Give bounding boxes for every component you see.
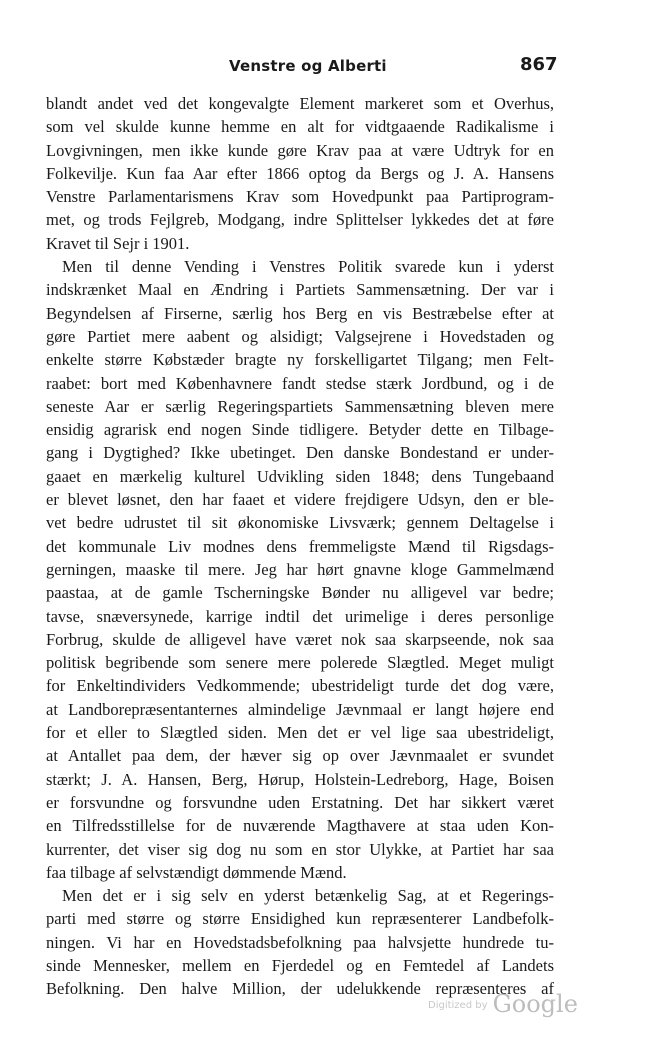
paragraph	[46, 92, 554, 255]
text-line: Men til denne Vending i Venstres Politik svarede kun i yderst	[62, 257, 554, 277]
text-line: Folkevilje. Kun faa Aar efter 1866 optog da Bergs og J. A. Hansens	[46, 163, 554, 183]
text-line: seneste Aar er særlig Regeringspartiets Sammensætning bleven mere	[46, 396, 554, 416]
text-line: det kommunale Liv modnes dens fremmeligste Mænd til Rigsdags-	[46, 536, 554, 556]
text-line: Befolkning. Den halve Million, der udelukkende repræsenteres af	[46, 979, 554, 999]
text-line: paastaa, at de gamle Tscherningske Bønder nu alligevel var bedre;	[46, 583, 554, 603]
text-line: politisk begribende som senere mere polerede Slægtled. Meget muligt	[46, 653, 554, 673]
text-line: ensidig agrarisk end nogen Sinde tidligere. Betyder dette en Tilbage-	[46, 420, 554, 440]
text-line: ningen. Vi har en Hovedstadsbefolkning paa halvsjette hundrede tu-	[46, 932, 554, 952]
text-line: Venstre Parlamentarismens Krav som Hovedpunkt paa Partiprogram-	[46, 187, 554, 207]
text-line: Forbrug, skulde de alligevel have været nok saa skarpseende, nok saa	[46, 629, 554, 649]
text-line: for Enkeltindividers Vedkommende; ubestrideligt turde det dog være,	[46, 676, 554, 696]
text-line: parti med større og større Ensidighed kun repræsenterer Landbefolk-	[46, 909, 554, 929]
page-number: 867	[520, 54, 558, 75]
text-line: Men det er i sig selv en yderst betænkelig Sag, at et Regerings-	[62, 886, 554, 906]
text-line: tavse, snæversynede, karrige indtil det urimelige i deres personlige	[46, 606, 554, 626]
text-line: Lovgivningen, men ikke kunde gøre Krav paa at være Udtryk for en	[46, 140, 554, 160]
text-line: er blevet løsnet, den har faaet et videre frejdigere Udsyn, den er ble-	[46, 490, 554, 510]
text-line: at Landborepræsentanternes almindelige Jævnmaal er langt højere end	[46, 699, 554, 719]
text-line: met, og trods Fejlgreb, Modgang, indre Splittelser lykkedes det at føre	[46, 210, 554, 230]
text-line: enkelte større Købstæder bragte ny forskelligartet Tilgang; men Felt-	[46, 350, 554, 370]
text-line: gøre Partiet mere aabent og alsidigt; Valgsejrene i Hovedstaden og	[46, 326, 554, 346]
digitized-watermark	[428, 990, 578, 1018]
text-line: Kravet til Sejr i 1901.	[46, 233, 190, 253]
text-line: gerningen, maaske til mere. Jeg har hørt gnavne kloge Gammelmænd	[46, 559, 554, 579]
text-line: stærkt; J. A. Hansen, Berg, Hørup, Holstein-Ledreborg, Hage, Boisen	[46, 769, 554, 789]
text-line: er forsvundne og forsvundne uden Erstatning. Det har sikkert været	[46, 792, 554, 812]
text-line: sinde Mennesker, mellem en Fjerdedel og en Femtedel af Landets	[46, 955, 554, 975]
paragraph	[46, 884, 554, 1000]
text-line: raabet: bort med Københavnere fandt stedse stærk Jordbund, og i de	[46, 373, 554, 393]
running-title: Venstre og Alberti	[229, 57, 387, 75]
paragraph	[46, 255, 554, 884]
text-line: gang i Dygtighed? Ikke ubetinget. Den danske Bondestand er under-	[46, 443, 554, 463]
text-line: at Antallet paa dem, der hæver sig op over Jævnmaalet er svundet	[46, 746, 554, 766]
text-line: for et eller to Slægtled siden. Men det er vel lige saa ubestrideligt,	[46, 723, 554, 743]
text-line: indskrænket Maal en Ændring i Partiets Sammensætning. Der var i	[46, 280, 554, 300]
text-line: en Tilfredsstillelse for de nuværende Magthavere at staa uden Kon-	[46, 816, 554, 836]
text-line: kurrenter, det viser sig dog nu som en stor Ulykke, at Partiet har saa	[46, 839, 554, 859]
watermark-prefix: Digitized by	[428, 1000, 488, 1011]
text-line: faa tilbage af selvstændigt dømmende Mænd.	[46, 862, 347, 882]
text-line: Begyndelsen af Firserne, særlig hos Berg en vis Bestræbelse efter at	[46, 303, 554, 323]
body-text	[46, 92, 554, 1001]
text-line: blandt andet ved det kongevalgte Element markeret som et Overhus,	[46, 94, 554, 113]
watermark-brand: Google	[492, 990, 578, 1018]
text-line: vet bedre udrustet til sit økonomiske Livsværk; gennem Deltagelse i	[46, 513, 554, 533]
text-line: som vel skulde kunne hemme en alt for vidtgaaende Radikalisme i	[46, 117, 554, 137]
text-line: gaaet en mærkelig kulturel Udvikling siden 1848; dens Tungebaand	[46, 466, 554, 486]
